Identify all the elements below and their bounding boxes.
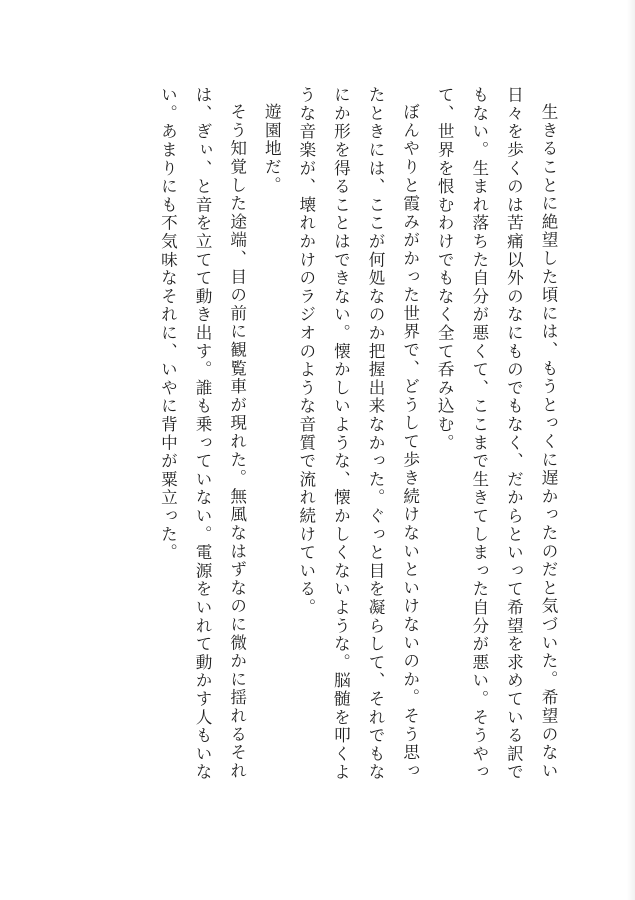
- paragraph-2: ぼんやりと霞みがかった世界で、どうして歩き続けないといけないのか。そう思ったときには、ここが何処なのか把握出来なかった。ぐっと目を凝らして、それでもなにか形を得ることはできない。懐かしいような、懐かしくないような。脳髄を叩くような音楽が、壊れかけのラジオのような音質で流れ続けている。: [296, 86, 420, 782]
- paragraph-3: 遊園地だ。: [262, 102, 282, 195]
- page-edge-shadow: [627, 0, 635, 900]
- vertical-text-body: [150, 86, 565, 786]
- paragraph-1: 生きることに絶望した頃には、もうとっくに遅かったのだと気づいた。希望のない日々を歩くのは苦痛以外のなにものでもなく、だからといって希望を求めている訳でもない。生まれ落ちた自分が悪くて、ここまで生きてしまった自分が悪い。そうやって、世界を恨むわけでもなく全て呑み込む。: [435, 86, 558, 782]
- paragraph-4: そう知覚した途端、目の前に観覧車が現れた。無風なはずなのに微かに揺れるそれは、ぎぃ、と音を立てて動き出す。誰も乗っていない。電源をいれて動かす人もいない。あまりにも不気味なそれに、いやに背中が粟立った。: [158, 86, 247, 782]
